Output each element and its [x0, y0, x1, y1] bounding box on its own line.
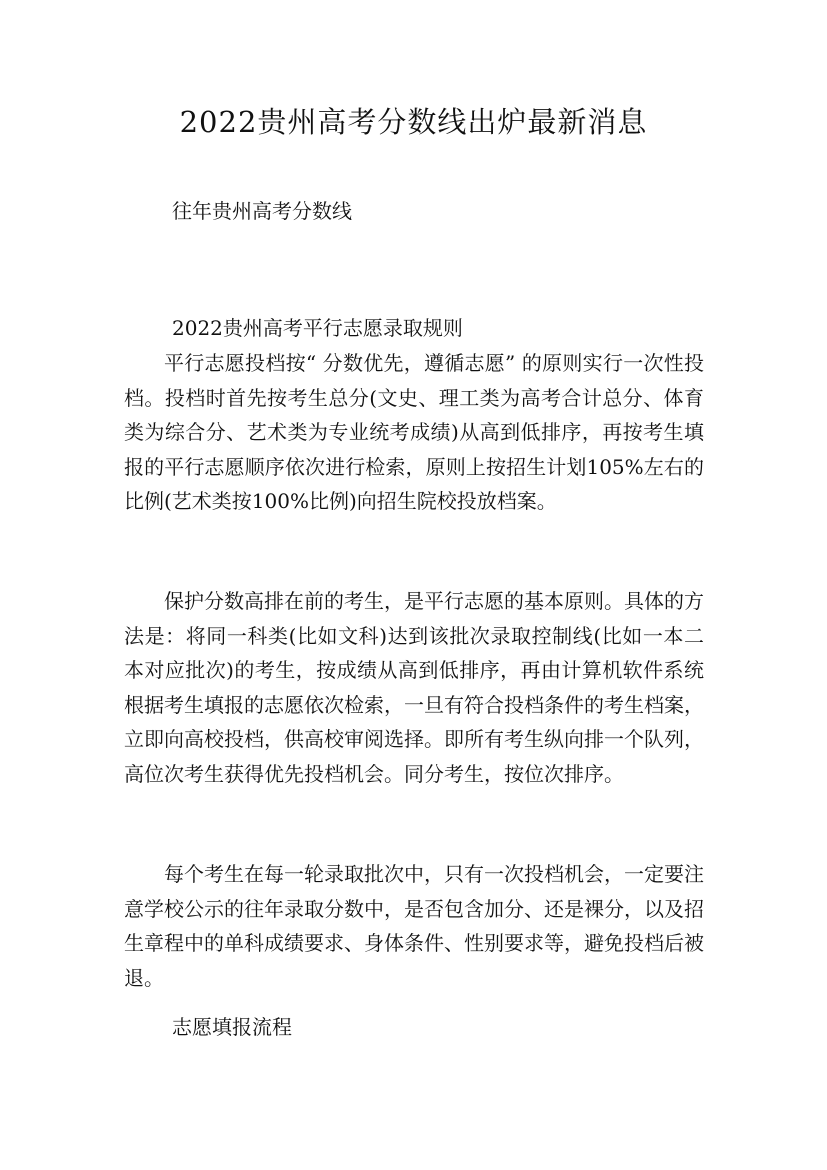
document-title: 2022贵州高考分数线出炉最新消息	[179, 105, 648, 139]
paragraph-single-chance: 每个考生在每一轮录取批次中，只有一次投档机会，一定要注意学校公示的往年录取分数中，是否包含加分、还是裸分，以及招生章程中的单科成绩要求、身体条件、性别要求等，避免投档后被退。	[124, 862, 704, 990]
paragraph-score-protection: 保护分数高排在前的考生，是平行志愿的基本原则。具体的方法是：将同一科类(比如文科)达到该批次录取控制线(比如一本二本对应批次)的考生，按成绩从高到低排序，再由计算机软件系统根据考生填报的志愿依次检索，一旦有符合投档条件的考生档案，立即向高校投档，供高校审阅选择。即所有考生纵向排一个队列，高位次考生获得优先投档机会。同分考生，按位次排序。	[124, 589, 704, 786]
section-heading-past-scores: 往年贵州高考分数线	[172, 199, 352, 223]
paragraph-admission-principle: 平行志愿投档按“ 分数优先，遵循志愿” 的原则实行一次性投档。投档时首先按考生总分(文史、理工类为高考合计总分、体育类为综合分、艺术类为专业统考成绩)从高到低排序，再按考生填报的平行志愿顺序依次进行检索，原则上按招生计划105%左右的比例(艺术类按100%比例)向招生院校投放档案。	[124, 351, 704, 513]
section-heading-admission-rules: 2022贵州高考平行志愿录取规则	[172, 316, 463, 340]
section-heading-application-process: 志愿填报流程	[172, 1015, 292, 1039]
